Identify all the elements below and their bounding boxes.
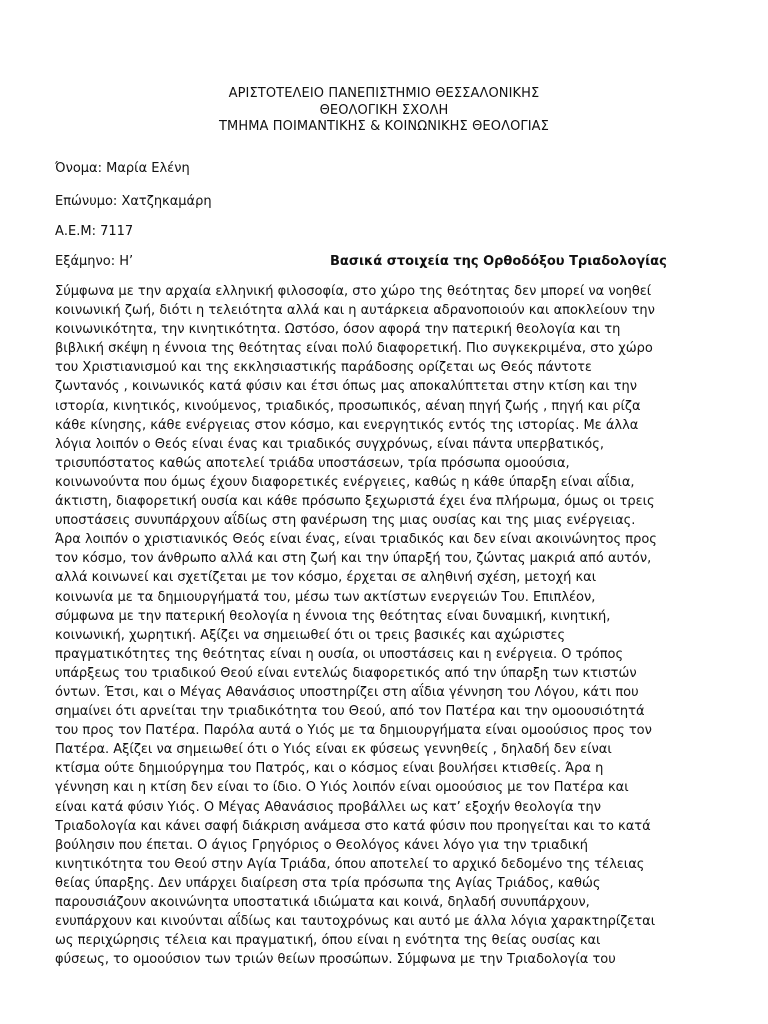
document-title: Βασικά στοιχεία της Ορθοδόξου Τριαδολογίας (330, 254, 667, 269)
body-line: του προς τον Πατέρα. Παρόλα αυτά ο Υιός με τα δημιουργήματα είναι ομοούσιος προς τον (55, 723, 652, 739)
body-line: Πατέρα. Αξίζει να σημειωθεί ότι ο Υιός είναι εκ φύσεως γεννηθείς , δηλαδή δεν είναι (55, 742, 612, 758)
body-line: τον κόσμο, τον άνθρωπο αλλά και στη ζωή και την ύπαρξή του, ζώντας μακριά από αυτόν, (55, 551, 652, 567)
body-line: υπάρξεως του τριαδικού Θεού είναι εντελώς διαφορετικός από την ύπαρξη των κτιστών (55, 665, 637, 681)
body-line: φύσεως, το ομοούσιον των τριών θείων προσώπων. Σύμφωνα με την Τριαδολογία του (55, 952, 616, 968)
body-line: παρουσιάζουν ακοινώνητα υποστατικά ιδιώματα και κοινά, δηλαδή συνυπάρχουν, (55, 895, 590, 910)
body-line: Άρα λοιπόν ο χριστιανικός Θεός είναι ένας, είναι τριαδικός και δεν είναι ακοινώνητος προς (55, 532, 657, 548)
body-paragraph (55, 282, 715, 969)
body-line: σημαίνει ότι αρνείται την τριαδικότητα του Θεού, από τον Πατέρα και την ομοουσιότητά (55, 704, 645, 720)
body-line: άκτιστη, διαφορετική ουσία και κάθε πρόσωπο ξεχωριστά έχει ένα πλήρωμα, όμως οι τρεις (55, 494, 655, 510)
body-line: πραγματικότητες της θεότητας είναι η ουσία, οι υποστάσεις και η ενέργεια. Ο τρόπος (55, 646, 624, 662)
body-line: θείας ύπαρξης. Δεν υπάρχει διαίρεση στα τρία πρόσωπα της Αγίας Τριάδος, καθώς (55, 875, 601, 891)
body-line: αλλά κοινωνεί και σχετίζεται με τον κόσμο, έρχεται σε αληθινή σχέση, μετοχή και (55, 570, 597, 586)
body-line: γέννηση και η κτίση δεν είναι το ίδιο. Ο Υιός λοιπόν είναι ομοούσιος με τον Πατέρα και (55, 780, 629, 796)
document-header (0, 86, 768, 136)
body-line: βιβλική σκέψη η έννοια της θεότητας είναι πολύ διαφορετική. Πιο συγκεκριμένα, στο χώρο (55, 341, 653, 357)
body-line: κινητικότητα του Θεού στην Αγία Τριάδα, όπου αποτελεί το αρχικό δεδομένο της τέλειας (55, 856, 645, 872)
body-line: ως περιχώρησις τέλεια και πραγματική, όπου είναι η ενότητα της θείας ουσίας και (55, 933, 601, 949)
body-line: υποστάσεις συνυπάρχουν αΐδίως στη φανέρωση της μιας ουσίας και της μιας ενέργειας. (55, 513, 636, 529)
body-line: λόγια λοιπόν ο Θεός είναι ένας και τριαδικός συγχρόνως, είναι πάντα υπερβατικός, (55, 436, 604, 452)
body-line: κοινωνική ζωή, διότι η τελειότητα αλλά και η αυτάρκεια αδρανοποιούν και αποκλείουν την (55, 303, 655, 319)
body-line: ζωντανός , κοινωνικός κατά φύσιν και έτσι όπως μας αποκαλύπτεται στην κτίση και την (55, 379, 638, 395)
body-line: όντων. Έτσι, και ο Μέγας Αθανάσιος υποστηρίζει στη αΐδια γέννηση του Λόγου, κάτι που (55, 684, 639, 700)
body-line: τρισυπόστατος καθώς αποτελεί τριάδα υποστάσεων, τρία πρόσωπα ομοούσια, (55, 455, 570, 471)
body-line: ενυπάρχουν και κινούνται αΐδίως και ταυτοχρόνως και αυτό με άλλα λόγια χαρακτηρίζεται (55, 914, 656, 930)
body-line: Τριαδολογία και κάνει σαφή διάκριση ανάμεσα στο κατά φύσιν που προηγείται και το κατά (55, 818, 651, 834)
body-line: του Χριστιανισμού και της εκκλησιαστικής παράδοσης ορίζεται ως Θεός πάντοτε (55, 360, 592, 376)
body-line: είναι κατά φύσιν Υιός. Ο Μέγας Αθανάσιος προβάλλει ως κατ’ εξοχήν θεολογία την (55, 799, 601, 815)
student-surname: Επώνυμο: Χατζηκαμάρη (55, 194, 212, 209)
body-line: κοινωνούντα που όμως έχουν διαφορετικές ενέργειες, καθώς η κάθε ύπαρξη είναι αΐδια, (55, 474, 635, 490)
student-name: Όνομα: Μαρία Ελένη (55, 161, 190, 176)
body-line: κοινωνικότητα, την κινητικότητα. Ωστόσο, όσον αφορά την πατερική θεολογία και τη (55, 322, 621, 338)
body-line: κτίσμα ούτε δημιούργημα του Πατρός, και ο κόσμος είναι βουλήσει κτισθείς. Άρα η (55, 761, 604, 777)
student-semester: Εξάμηνο: Η’ (55, 254, 134, 269)
student-aem: Α.Ε.Μ: 7117 (55, 224, 134, 239)
body-line: ιστορία, κινητικός, κινούμενος, τριαδικός, προσωπικός, αέναη πηγή ζωής , πηγή και ρίζα (55, 398, 641, 414)
body-line: κάθε κίνησης, κάθε ενέργειας στον κόσμο, και ενεργητικός εντός της ιστορίας. Με άλλα (55, 417, 639, 433)
department-name: ΤΜΗΜΑ ΠΟΙΜΑΝΤΙΚΗΣ & ΚΟΙΝΩΝΙΚΗΣ ΘΕΟΛΟΓΙΑΣ (219, 119, 549, 134)
school-name: ΘΕΟΛΟΓΙΚΗ ΣΧΟΛΗ (319, 102, 449, 118)
body-line: Σύμφωνα με την αρχαία ελληνική φιλοσοφία, στο χώρο της θεότητας δεν μπορεί να νοηθεί (55, 284, 652, 299)
body-line: κοινωνία με τα δημιουργήματά του, μέσω των ακτίστων ενεργειών Του. Επιπλέον, (55, 589, 596, 605)
university-name: ΑΡΙΣΤΟΤΕΛΕΙΟ ΠΑΝΕΠΙΣΤΗΜΙΟ ΘΕΣΣΑΛΟΝΙΚΗΣ (228, 86, 540, 101)
body-line: βούλησιν που έπεται. Ο άγιος Γρηγόριος ο Θεολόγος κάνει λόγο για την τριαδική (55, 837, 588, 853)
body-line: κοινωνική, χωρητική. Αξίζει να σημειωθεί ότι οι τρεις βασικές και αχώριστες (55, 627, 566, 643)
body-line: σύμφωνα με την πατερική θεολογία η έννοια της θεότητας είναι δυναμική, κινητική, (55, 608, 611, 624)
